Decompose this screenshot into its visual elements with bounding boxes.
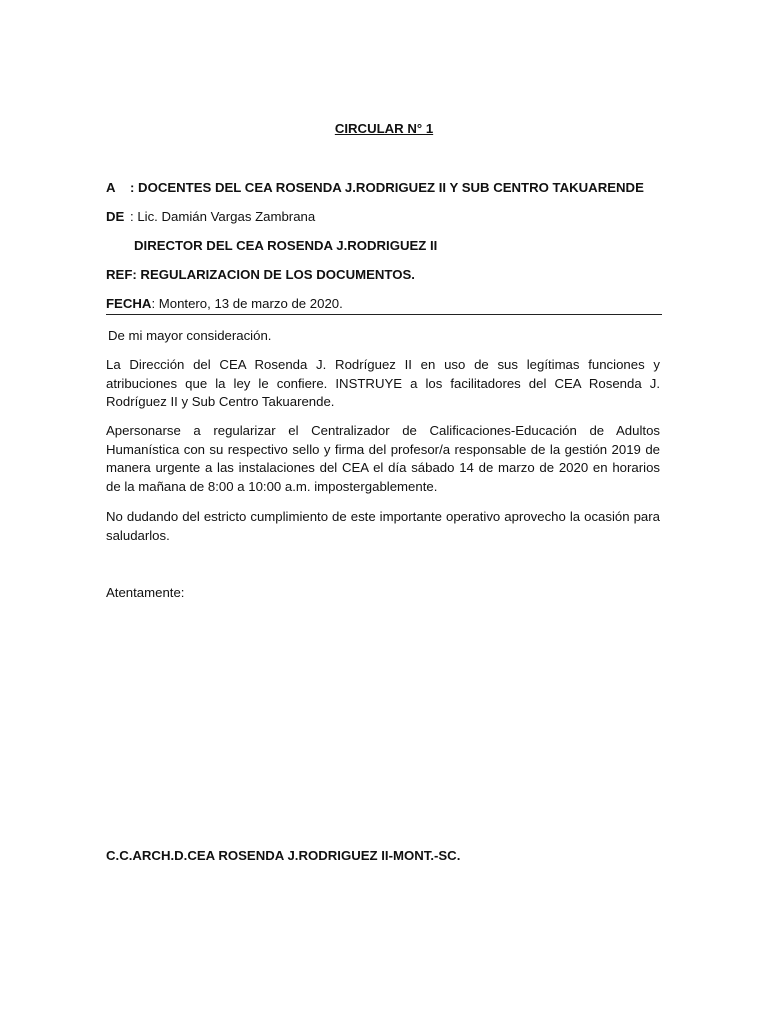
date-label: FECHA [106, 296, 152, 311]
recipient-label: A [106, 180, 116, 195]
sender-line [106, 209, 315, 224]
recipient-value: : DOCENTES DEL CEA ROSENDA J.RODRIGUEZ II Y SUB CENTRO TAKUARENDE [130, 180, 644, 195]
sender-label: DE [106, 209, 125, 224]
sender-value: : Lic. Damián Vargas Zambrana [130, 209, 316, 224]
reference-line: REF: REGULARIZACION DE LOS DOCUMENTOS. [106, 267, 415, 282]
closing: Atentamente: [106, 585, 185, 600]
recipient-line [106, 180, 644, 195]
greeting: De mi mayor consideración. [108, 328, 272, 343]
paragraph-3: No dudando del estricto cumplimiento de este importante operativo aprovecho la ocasión para saludarlos. [106, 509, 660, 543]
carbon-copy: C.C.ARCH.D.CEA ROSENDA J.RODRIGUEZ II-MONT.-SC. [106, 848, 461, 863]
document-title: CIRCULAR N° 1 [334, 121, 434, 136]
header-divider [106, 314, 662, 315]
sender-role: DIRECTOR DEL CEA ROSENDA J.RODRIGUEZ II [134, 238, 438, 253]
paragraph-1: La Dirección del CEA Rosenda J. Rodríguez II en uso de sus legítimas funciones y atribuciones que la ley le confiere. INSTRUYE a los facilitadores del CEA Rosenda J. Rodríguez II y Sub Centro Takuarende. [106, 357, 660, 409]
paragraph-2: Apersonarse a regularizar el Centralizador de Calificaciones-Educación de Adultos Humanística con su respectivo sello y firma del profesor/a responsable de la gestión 2019 de manera urgente a las instalaciones del CEA el día sábado 14 de marzo de 2020 en horarios de la mañana de 8:00 a 10:00 a.m. impostergablemente. [106, 423, 660, 494]
date-line [106, 296, 343, 311]
date-value: : Montero, 13 de marzo de 2020. [151, 296, 343, 311]
